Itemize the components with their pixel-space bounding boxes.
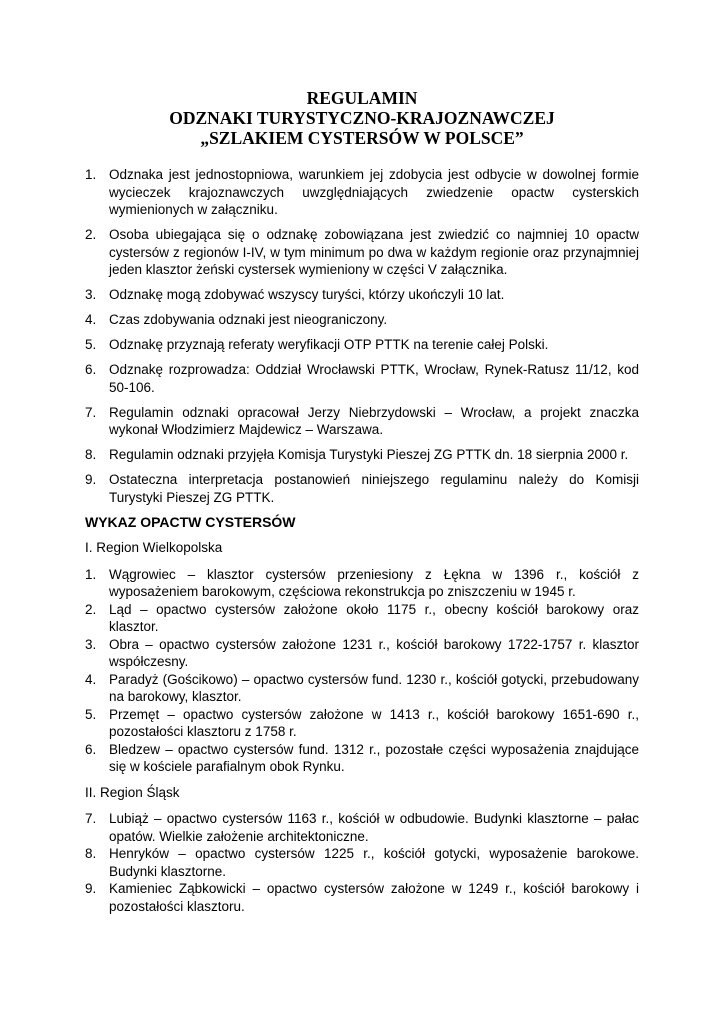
list-item — [85, 706, 639, 741]
item-number: 5. — [85, 706, 97, 722]
rule-text: Odznakę przyznają referaty weryfikacji OTP PTTK na terenie całej Polski. — [109, 337, 549, 352]
rule-item — [85, 404, 639, 439]
rule-number: 9. — [85, 472, 97, 487]
rule-number: 4. — [85, 312, 97, 327]
region-heading: I. Region Wielkopolska — [85, 540, 223, 555]
item-text: Lubiąż – opactwo cystersów 1163 r., kościół w odbudowie. Budynki klasztorne – pałac opatów. Wielkie założenie architektoniczne. — [109, 811, 639, 844]
rule-text: Ostateczna interpretacja postanowień niniejszego regulaminu należy do Komisji Turystyki Pieszej ZG PTTK. — [109, 472, 639, 505]
item-text: Obra – opactwo cystersów założone 1231 r., kościół barokowy 1722-1757 r. klasztor współczesny. — [109, 636, 639, 669]
rule-number: 5. — [85, 337, 97, 352]
rule-item — [85, 226, 639, 279]
list-item — [85, 601, 639, 636]
item-text: Paradyż (Gościkowo) – opactwo cystersów fund. 1230 r., kościół gotycki, przebudowany na barokowy, klasztor. — [109, 671, 639, 704]
rule-number: 8. — [85, 447, 97, 462]
rule-text: Odznakę rozprowadza: Oddział Wrocławski PTTK, Wrocław, Rynek-Ratusz 11/12, kod 50-106. — [109, 362, 639, 395]
rule-text: Czas zdobywania odznaki jest nieograniczony. — [109, 312, 388, 327]
item-number: 3. — [85, 636, 97, 652]
item-number: 4. — [85, 671, 97, 687]
item-number: 7. — [85, 811, 97, 826]
document-body — [85, 166, 639, 923]
rule-item — [85, 361, 639, 396]
document-title — [0, 88, 724, 148]
title-line-3: „SZLAKIEM CYSTERSÓW W POLSCE” — [200, 128, 524, 148]
abbey-list — [85, 810, 639, 915]
item-number: 1. — [85, 566, 97, 582]
rule-text: Regulamin odznaki opracował Jerzy Niebrzydowski – Wrocław, a projekt znaczka wykonał Włodzimierz Majdewicz – Warszawa. — [109, 404, 639, 437]
region-heading: II. Region Śląsk — [85, 784, 180, 800]
list-item — [85, 741, 639, 776]
item-text: Ląd – opactwo cystersów założone około 1175 r., obecny kościół barokowy oraz klasztor. — [109, 601, 639, 634]
item-number: 8. — [85, 846, 97, 861]
list-item — [85, 636, 639, 671]
rule-number: 2. — [85, 227, 97, 242]
rule-item — [85, 446, 639, 464]
list-item — [85, 566, 639, 601]
section-heading: WYKAZ OPACTW CYSTERSÓW — [85, 513, 296, 530]
list-item — [85, 880, 639, 915]
rule-number: 7. — [85, 404, 97, 420]
rule-item — [85, 166, 639, 219]
item-text: Bledzew – opactwo cystersów fund. 1312 r., pozostałe części wyposażenia znajdujące się w kościele parafialnym obok Rynku. — [109, 741, 639, 774]
item-text: Henryków – opactwo cystersów 1225 r., kościół gotycki, wyposażenie barokowe. Budynki klasztorne. — [109, 846, 639, 879]
list-item — [85, 810, 639, 845]
list-item — [85, 671, 639, 706]
item-number: 6. — [85, 741, 97, 757]
rule-text: Odznakę mogą zdobywać wszyscy turyści, którzy ukończyli 10 lat. — [109, 287, 505, 302]
item-text: Kamieniec Ząbkowicki – opactwo cystersów założone w 1249 r., kościół barokowy i pozostałości klasztoru. — [109, 881, 639, 914]
item-number: 2. — [85, 601, 97, 617]
title-line-2: ODZNAKI TURYSTYCZNO-KRAJOZNAWCZEJ — [169, 108, 555, 128]
rule-item — [85, 286, 639, 304]
rule-text: Regulamin odznaki przyjęła Komisja Turystyki Pieszej ZG PTTK dn. 18 sierpnia 2000 r. — [109, 447, 629, 462]
rule-text: Osoba ubiegająca się o odznakę zobowiązana jest zwiedzić co najmniej 10 opactw cystersów z regionów I-IV, w tym minimum po dwa w każdym regionie oraz przynajmniej jeden klasztor żeński cystersek wymieniony w części V załącznika. — [109, 227, 639, 277]
rule-item — [85, 311, 639, 329]
item-number: 9. — [85, 881, 97, 896]
list-item — [85, 845, 639, 880]
item-text: Przemęt – opactwo cystersów założone w 1413 r., kościół barokowy 1651-690 r., pozostałości klasztoru z 1758 r. — [109, 706, 639, 739]
rule-number: 3. — [85, 287, 97, 302]
title-line-1: REGULAMIN — [306, 88, 418, 108]
rule-item — [85, 471, 639, 506]
item-text: Wągrowiec – klasztor cystersów przeniesiony z Łękna w 1396 r., kościół z wyposażeniem barokowym, częściowa rekonstrukcja po zniszczeniu w 1945 r. — [109, 566, 639, 599]
rule-number: 6. — [85, 362, 97, 377]
rule-number: 1. — [85, 167, 97, 182]
rules-list — [85, 166, 639, 506]
rule-text: Odznaka jest jednostopniowa, warunkiem jej zdobycia jest odbycie w dowolnej formie wycieczek krajoznawczych uwzględniających zwiedzenie opactw cysterskich wymienionych w załączniku. — [109, 167, 639, 217]
abbey-list — [85, 566, 639, 776]
rule-item — [85, 336, 639, 354]
